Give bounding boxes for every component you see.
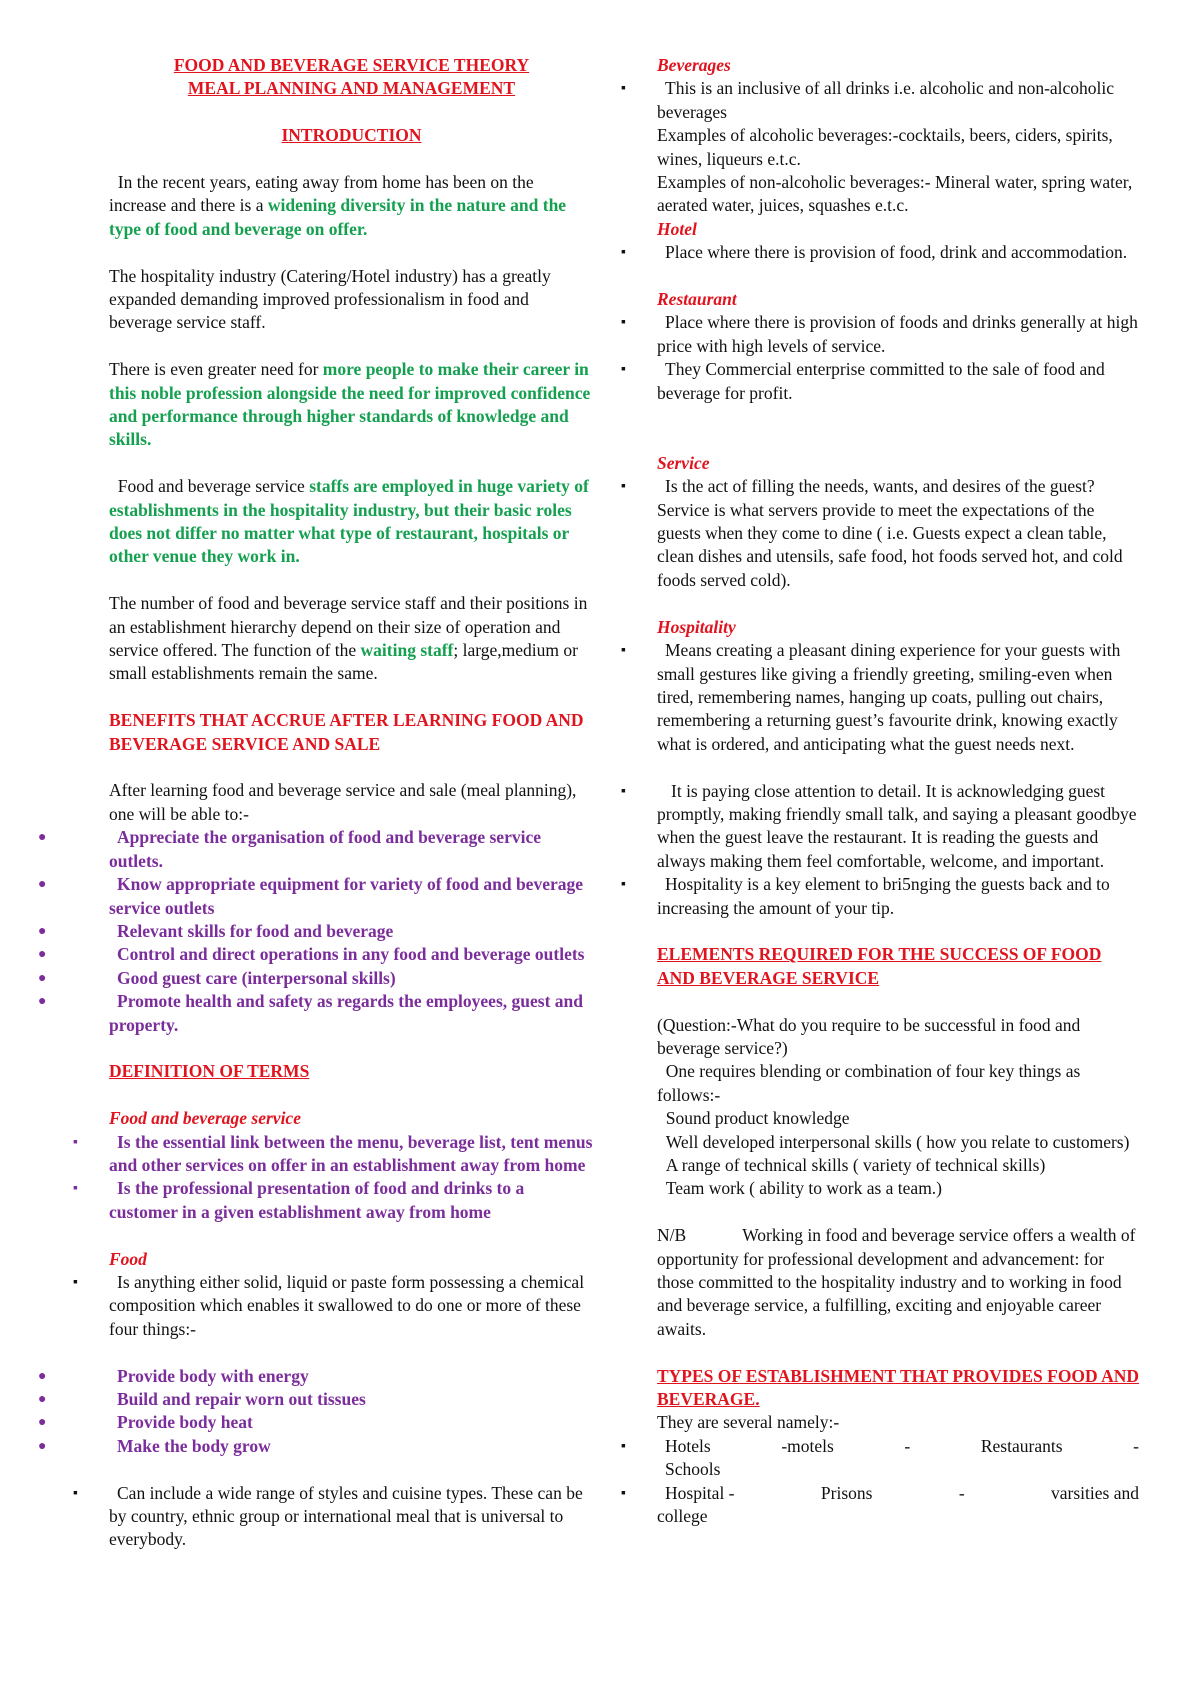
restaurant-term: Restaurant	[657, 289, 737, 310]
list-item: ● Relevant skills for food and beverage	[38, 920, 394, 941]
elements-question: (Question:-What do you require to be successful in food and beverage service?)	[657, 1014, 1081, 1058]
list-item: ▪ They Commercial enterprise committed to the sale of food and beverage for profit.	[621, 359, 1105, 403]
service-list	[621, 475, 1139, 592]
elements-heading: ELEMENTS REQUIRED FOR THE SUCCESS OF FOOD AND BEVERAGE SERVICE	[657, 944, 1102, 988]
benefits-intro: After learning food and beverage service and sale (meal planning), one will be able to:-	[109, 780, 577, 824]
beverages-alcoholic: Examples of alcoholic beverages:-cocktails, beers, ciders, spirits, wines, liqueurs e.t.c.	[657, 125, 1113, 169]
benefits-heading: BENEFITS THAT ACCRUE AFTER LEARNING FOOD AND BEVERAGE SERVICE AND SALE	[109, 710, 584, 754]
list-item: ● Provide body heat	[38, 1412, 253, 1433]
beverages-term: Beverages	[657, 55, 731, 75]
types-list	[621, 1435, 1139, 1529]
elements-intro: One requires blending or combination of four key things as follows:-	[657, 1061, 1081, 1105]
intro-paragraph-2: The hospitality industry (Catering/Hotel industry) has a greatly expanded demanding improved professionalism in food and beverage service staff.	[109, 265, 551, 333]
food-functions-list	[38, 1365, 594, 1459]
list-item: ● Control and direct operations in any food and beverage outlets	[38, 944, 585, 965]
intro-paragraph-1: In the recent years, eating away from home has been on the increase and there is a widening diversity in the nature and the type of food and beverage on offer.	[109, 172, 567, 239]
list-item: ▪ Is the professional presentation of food and drinks to a customer in a given establishment away from home	[73, 1178, 525, 1222]
hotel-list	[621, 241, 1139, 264]
fbs-list	[73, 1131, 594, 1225]
introduction-heading: INTRODUCTION	[281, 125, 422, 146]
list-item: ● Know appropriate equipment for variety of food and beverage service outlets	[38, 874, 583, 918]
list-item: ▪ Place where there is provision of food, drink and accommodation.	[621, 242, 1128, 263]
types-intro: They are several namely:-	[657, 1412, 840, 1433]
food-extra-list	[73, 1482, 594, 1552]
list-spacer	[657, 756, 1139, 779]
beverages-list	[621, 77, 1139, 124]
intro-paragraph-5: The number of food and beverage service staff and their positions in an establishment hierarchy depend on their size of operation and service offered. The function of the waiting staff; large,medium or small establishments remain the same.	[109, 593, 588, 684]
list-item: ● Appreciate the organisation of food and beverage service outlets.	[38, 827, 541, 871]
list-item: ▪ Place where there is provision of foods and drinks generally at high price with high levels of service.	[621, 312, 1138, 356]
list-item: ▪ Means creating a pleasant dining experience for your guests with small gestures like giving a friendly greeting, smiling-even when tired, remembering names, hanging up coats, pulling out chairs, remembering a returning guest’s favourite drink, knowing exactly what is ordered, and anticipating what the guest needs next.	[621, 640, 1121, 754]
elements-item-4: Team work ( ability to work as a team.)	[665, 1178, 943, 1199]
doc-title-line1: FOOD AND BEVERAGE SERVICE THEORY	[173, 55, 530, 75]
list-item: ● Provide body with energy	[38, 1365, 309, 1386]
list-item: ● Promote health and safety as regards the employees, guest and property.	[38, 991, 583, 1035]
service-term: Service	[657, 452, 710, 473]
intro-paragraph-4: Food and beverage service staffs are employed in huge variety of establishments in the hospitality industry, but their basic roles does not differ no matter what type of restaurant, hospitals or other venue they work in.	[109, 476, 589, 567]
types-heading: TYPES OF ESTABLISHMENT THAT PROVIDES FOOD AND BEVERAGE.	[657, 1365, 1140, 1410]
list-item: ▪ It is paying close attention to detail. It is acknowledging guest promptly, making friendly small talk, and saying a pleasant goodbye when the guest leave the restaurant. It is reading the guests and always making them feel comfortable, welcome, and important.	[621, 780, 1137, 871]
left-column	[38, 54, 594, 1552]
list-item: ▪ Hospitality is a key element to bri5nging the guests back and to increasing the amount of your tip.	[621, 874, 1110, 918]
list-item: ▪ Is anything either solid, liquid or paste form possessing a chemical composition which enables it swallowed to do one or more of these four things:-	[73, 1271, 585, 1339]
list-item: ● Build and repair worn out tissues	[38, 1388, 366, 1409]
list-item: ▪ Can include a wide range of styles and cuisine types. These can be by country, ethnic group or international meal that is universal to everybody.	[73, 1482, 583, 1550]
food-def-list	[73, 1271, 594, 1341]
food-term: Food	[109, 1248, 147, 1269]
right-column	[621, 54, 1140, 1528]
elements-item-3: A range of technical skills ( variety of technical skills)	[665, 1154, 1046, 1175]
nb-note: N/B Working in food and beverage service offers a wealth of opportunity for professional development and advancement: for those committed to the hospitality industry and to working in food and beverage service, a fulfilling, exciting and enjoyable career awaits.	[657, 1225, 1136, 1339]
restaurant-list	[621, 311, 1139, 405]
hospitality-term: Hospitality	[657, 616, 736, 637]
doc-title-line2: MEAL PLANNING AND MANAGEMENT	[187, 78, 516, 99]
elements-item-1: Sound product knowledge	[665, 1108, 850, 1129]
elements-item-2: Well developed interpersonal skills ( how you relate to customers)	[665, 1131, 1130, 1152]
hotel-term: Hotel	[657, 218, 697, 239]
list-item: ▪ Is the act of filling the needs, wants, and desires of the guest? Service is what servers provide to meet the expectations of the guests when they come to dine ( i.e. Guests expect a clean table, clean dishes and utensils, safe food, hot foods served hot, and cold foods served cold).	[621, 476, 1123, 590]
hospitality-list	[621, 639, 1139, 920]
intro-paragraph-3: There is even greater need for more people to make their career in this noble profession alongside the need for improved confidence and performance through higher standards of knowledge and skills.	[109, 359, 591, 450]
fbs-term: Food and beverage service	[109, 1108, 301, 1129]
beverages-non-alcoholic: Examples of non-alcoholic beverages:- Mineral water, spring water, aerated water, juices, squashes e.t.c.	[657, 172, 1133, 216]
list-item: ● Make the body grow	[38, 1435, 271, 1456]
list-item: ▪ Is the essential link between the menu, beverage list, tent menus and other services on offer in an establishment away from home	[73, 1131, 593, 1175]
list-item: ▪ This is an inclusive of all drinks i.e. alcoholic and non-alcoholic beverages	[621, 78, 1115, 122]
definitions-heading: DEFINITION OF TERMS	[109, 1061, 310, 1082]
list-item: ▪ Hotels -motels - Restaurants - Schools	[621, 1435, 1139, 1480]
benefits-list	[38, 826, 594, 1037]
list-item: ▪ Hospital - Prisons - varsities and college	[621, 1482, 1139, 1527]
list-item: ● Good guest care (interpersonal skills)	[38, 967, 396, 988]
